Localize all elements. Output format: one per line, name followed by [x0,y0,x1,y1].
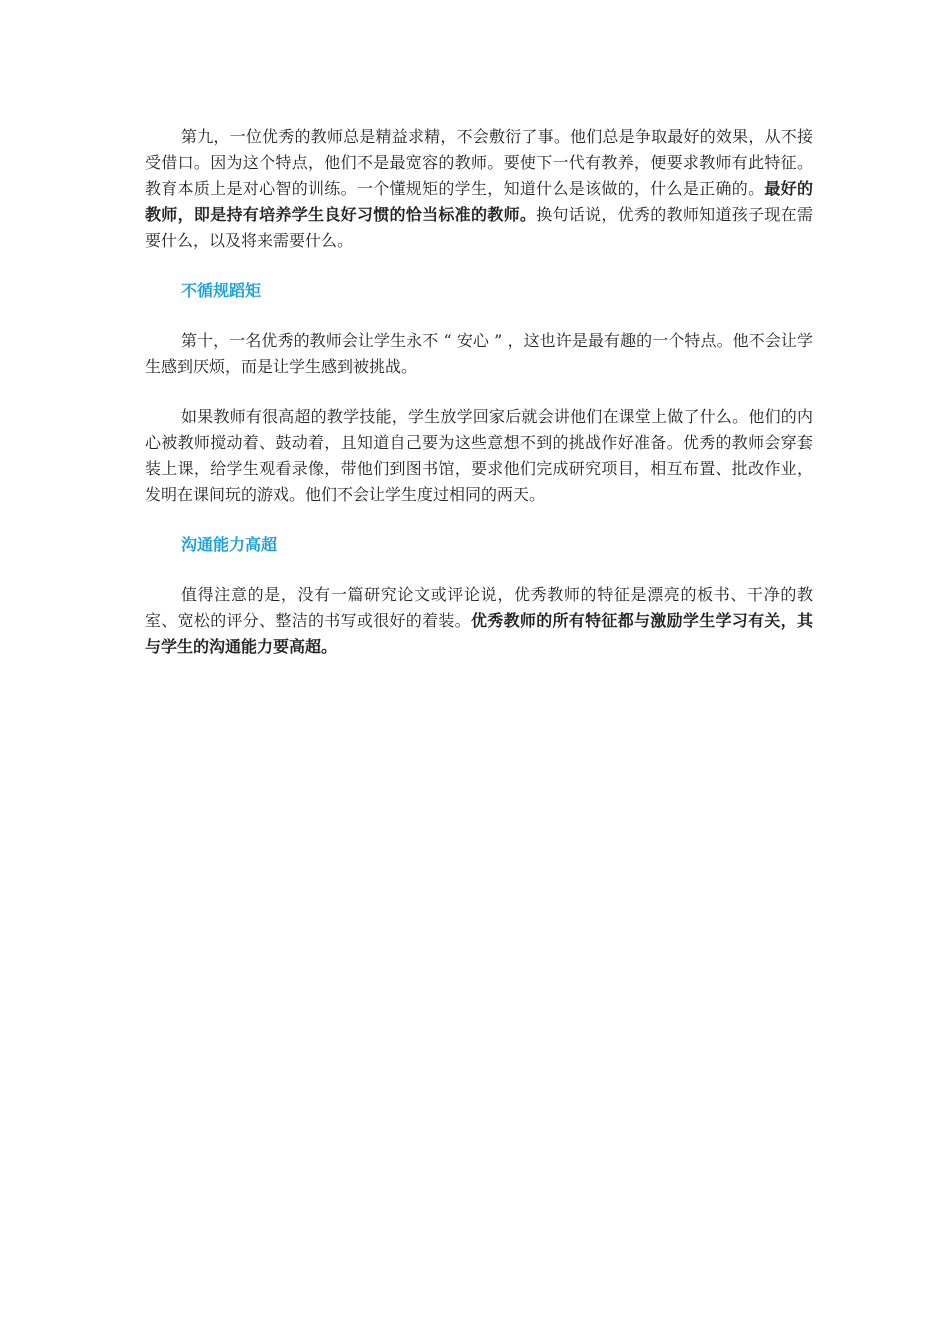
paragraph-bold-text: 最好的教师，即是持有培养学生良好习惯的恰当标准的教师。 [145,179,813,224]
paragraph-conclusion [145,582,813,660]
section-heading-communication: 沟通能力高超 [181,535,278,554]
section-heading-unconventional: 不循规蹈矩 [181,281,262,300]
paragraph-text: 换句话说，优秀的教师知道孩子现在需要什么，以及将来需要什么。 [145,205,813,250]
paragraph-text: 值得注意的是，没有一篇研究论文或评论说，优秀教师的特征是漂亮的板书、干净的教室、宽松的评分、整洁的书写或很好的着装。 [145,585,813,630]
paragraph-teaching-skills: 如果教师有很高超的教学技能，学生放学回家后就会讲他们在课堂上做了什么。他们的内心被教师搅动着、鼓动着，且知道自己要为这些意想不到的挑战作好准备。优秀的教师会穿套装上课，给学生观看录像，带他们到图书馆，要求他们完成研究项目，相互布置、批改作业，发明在课间玩的游戏。他们不会让学生度过相同的两天。 [145,407,813,504]
paragraph-ninth-trait [145,124,813,254]
paragraph-tenth-trait: 第十，一名优秀的教师会让学生永不 “ 安心 ” ，这也许是最有趣的一个特点。他不会让学生感到厌烦，而是让学生感到被挑战。 [145,331,813,376]
document-page [145,124,813,684]
paragraph-text: 第九，一位优秀的教师总是精益求精，不会敷衍了事。他们总是争取最好的效果，从不接受借口。因为这个特点，他们不是最宽容的教师。要使下一代有教养，便要求教师有此特征。教育本质上是对心智的训练。一个懂规矩的学生，知道什么是该做的，什么是正确的。 [145,127,813,198]
paragraph-bold-text: 优秀教师的所有特征都与激励学生学习有关，其与学生的沟通能力要高超。 [145,611,813,656]
